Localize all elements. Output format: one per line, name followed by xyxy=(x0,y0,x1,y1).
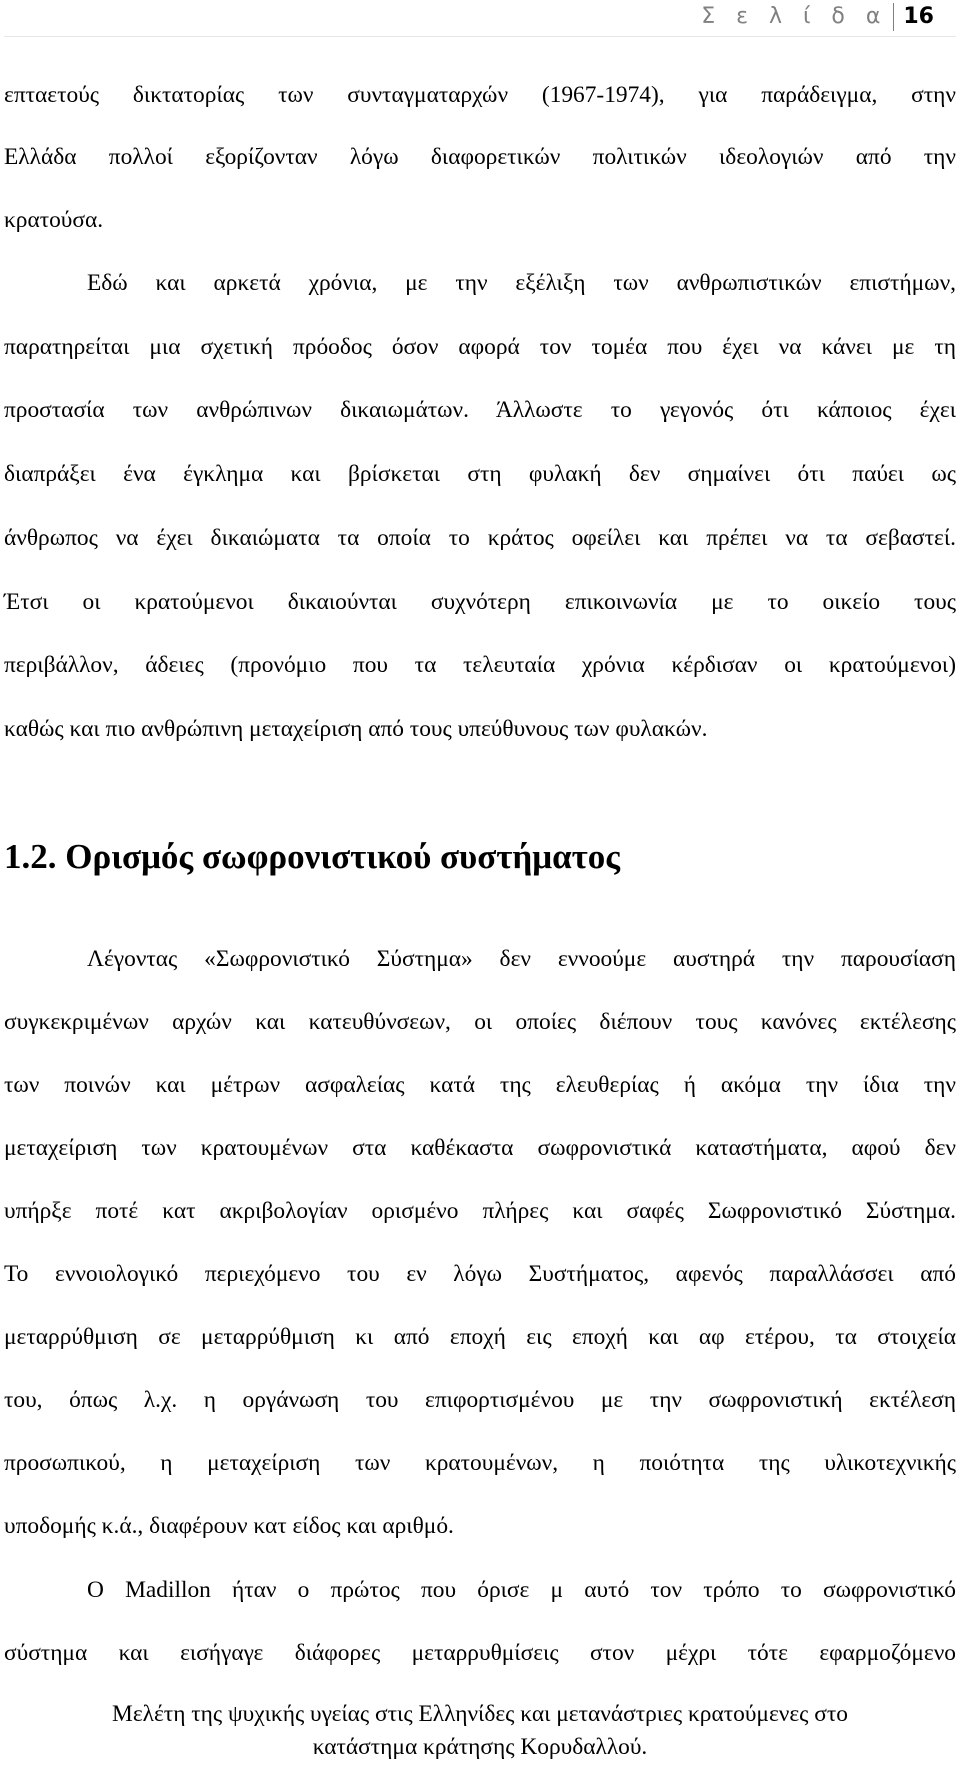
page-footer-line: κατάστημα κράτησης Κορυδαλλού. xyxy=(312,1734,648,1760)
text-line: Το εννοιολογικό περιεχόμενο του εν λόγω Συστήματος, αφενός παραλλάσσει από xyxy=(4,1261,956,1287)
text-line: περιβάλλον, άδειες (προνόμιο που τα τελευταία χρόνια κέρδισαν οι κρατούμενοι) xyxy=(4,652,956,678)
text-line: υποδομής κ.ά., διαφέρουν κατ είδος και αριθμό. xyxy=(4,1513,454,1539)
text-line: σύστημα και εισήγαγε διάφορες μεταρρυθμίσεις στον μέχρι τότε εφαρμοζόμενο xyxy=(4,1640,956,1666)
text-line: επταετούς δικτατορίας των συνταγματαρχών (1967-1974), για παράδειγμα, στην xyxy=(4,82,956,108)
text-line: του, όπως λ.χ. η οργάνωση του επιφορτισμένου με την σωφρονιστική εκτέλεση xyxy=(4,1387,956,1413)
text-line: άνθρωπος να έχει δικαιώματα τα οποία το κράτος οφείλει και πρέπει να τα σεβαστεί. xyxy=(4,525,956,551)
text-line: μεταρρύθμιση σε μεταρρύθμιση κι από εποχή εις εποχή και αφ ετέρου, τα στοιχεία xyxy=(4,1324,956,1350)
page-number: 16 xyxy=(903,4,934,29)
section-heading: 1.2. Ορισμός σωφρονιστικού συστήματος xyxy=(4,837,621,876)
text-line: συγκεκριμένων αρχών και κατευθύνσεων, οι οποίες διέπουν τους κανόνες εκτέλεσης xyxy=(4,1009,956,1035)
header-rule xyxy=(4,36,956,37)
text-line: Ο Madillon ήταν ο πρώτος που όρισε μ αυτό τον τρόπο το σωφρονιστικό xyxy=(87,1577,956,1603)
text-line: διαπράξει ένα έγκλημα και βρίσκεται στη φυλακή δεν σημαίνει ότι παύει ως xyxy=(4,461,956,487)
text-line: Ελλάδα πολλοί εξορίζονταν λόγω διαφορετικών πολιτικών ιδεολογιών από την xyxy=(4,144,956,170)
text-line: παρατηρείται μια σχετική πρόοδος όσον αφορά τον τομέα που έχει να κάνει με τη xyxy=(4,334,956,360)
text-line: κρατούσα. xyxy=(4,207,104,233)
text-line: υπήρξε ποτέ κατ ακριβολογίαν ορισμένο πλήρες και σαφές Σωφρονιστικό Σύστημα. xyxy=(4,1198,956,1224)
text-line: προσωπικού, η μεταχείριση των κρατουμένων, η ποιότητα της υλικοτεχνικής xyxy=(4,1450,956,1476)
text-line: προστασία των ανθρώπινων δικαιωμάτων. Άλλωστε το γεγονός ότι κάποιος έχει xyxy=(4,397,956,423)
text-line: καθώς και πιο ανθρώπινη μεταχείριση από τους υπεύθυνους των φυλακών. xyxy=(4,716,708,742)
page-header xyxy=(701,2,934,32)
text-line: μεταχείριση των κρατουμένων στα καθέκαστα σωφρονιστικά καταστήματα, αφού δεν xyxy=(4,1135,956,1161)
text-line: Λέγοντας «Σωφρονιστικό Σύστημα» δεν εννοούμε αυστηρά την παρουσίαση xyxy=(87,946,956,972)
header-separator xyxy=(893,3,894,31)
text-line: Εδώ και αρκετά χρόνια, με την εξέλιξη των ανθρωπιστικών επιστήμων, xyxy=(87,270,956,296)
page-footer-line: Μελέτη της ψυχικής υγείας στις Ελληνίδες και μετανάστριες κρατούμενες στο xyxy=(112,1701,848,1727)
text-line: Έτσι οι κρατούμενοι δικαιούνται συχνότερη επικοινωνία με το οικείο τους xyxy=(4,589,956,615)
page-label: Σ ε λ ί δ α xyxy=(701,4,888,29)
text-line: των ποινών και μέτρων ασφαλείας κατά της ελευθερίας ή ακόμα την ίδια την xyxy=(4,1072,956,1098)
